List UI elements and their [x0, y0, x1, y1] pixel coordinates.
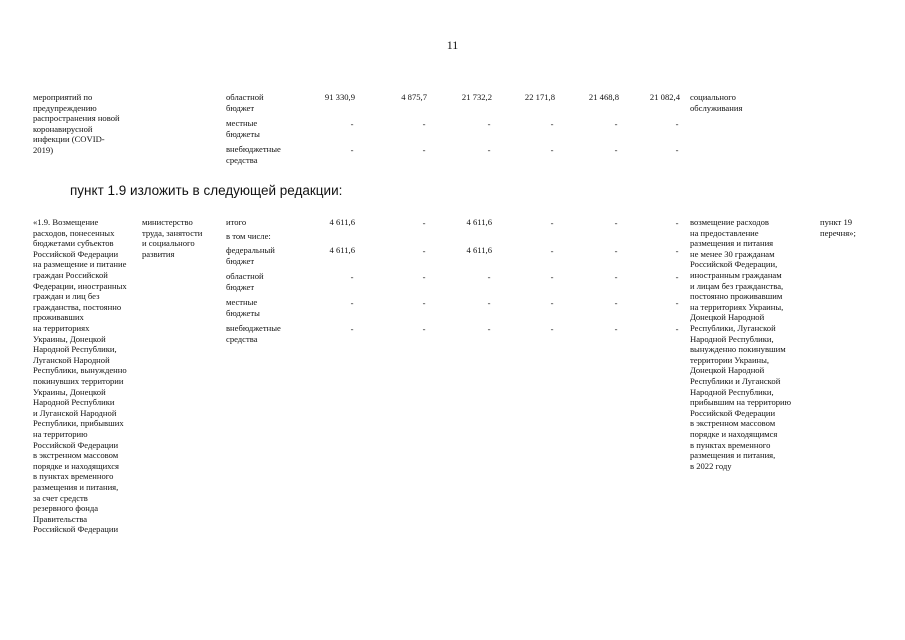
event-description-line: на размещение и питание — [33, 259, 127, 270]
table-cell-value: 22 171,8 — [524, 92, 555, 102]
table-cell-value: - — [550, 298, 554, 308]
expected-result-line: Российской Федерации, — [690, 259, 778, 270]
expected-result-line: Республики, Луганской — [690, 323, 776, 333]
table-cell-value: - — [614, 298, 618, 308]
expected-result-line: и лицам без гражданства, — [690, 280, 784, 291]
expected-result-line: вынужденно покинувшим — [690, 344, 786, 355]
event-description-line: на территорию — [33, 429, 88, 439]
executor-line: развития — [142, 248, 175, 259]
funding-source-line: бюджет — [226, 281, 255, 292]
event-description-line: граждан и лиц без — [33, 291, 100, 302]
expected-result-line: социального — [690, 92, 736, 102]
expected-result-line: иностранным гражданам — [690, 270, 782, 280]
table-cell-value: - — [422, 218, 426, 228]
event-description-line: покинувших территории — [33, 376, 124, 386]
table-cell-value: - — [675, 218, 679, 228]
event-description-line: коронавирусной — [33, 123, 93, 134]
event-description-line: Украины, Донецкой — [33, 386, 106, 397]
table-cell-value: - — [422, 324, 426, 334]
funding-source-line: итого — [226, 217, 247, 227]
funding-source-line: бюджеты — [226, 128, 260, 139]
event-description-line: Российской Федерации — [33, 248, 119, 259]
expected-result-line: не менее 30 гражданам — [690, 248, 775, 259]
event-description-line: Народной Республики, — [33, 344, 117, 355]
table-cell-value: - — [614, 119, 618, 129]
event-description-line: в экстренном массовом — [33, 450, 119, 461]
event-description-line: Народной Республики — [33, 397, 115, 408]
funding-source-line: в том числе: — [226, 231, 271, 241]
expected-result-line: постоянно проживавшим — [690, 291, 783, 302]
table-cell-value: - — [550, 119, 554, 129]
expected-result-line: размещения и питания — [690, 238, 774, 249]
event-description-line: 2019) — [33, 145, 54, 155]
funding-source-line: бюджеты — [226, 307, 260, 318]
table-cell-value: - — [422, 145, 426, 155]
expected-result-line: Народной Республики, — [690, 333, 774, 344]
event-description-line: Украины, Донецкой — [33, 333, 106, 344]
funding-source-line: бюджет — [226, 255, 255, 266]
funding-source-line: бюджет — [226, 102, 255, 113]
event-description-line: Республики, прибывших — [33, 418, 124, 429]
event-description-line: Федерации, иностранных — [33, 280, 127, 291]
event-description-line: и Луганской Народной — [33, 407, 117, 418]
event-description-line: за счет средств — [33, 492, 88, 503]
table-cell-value: - — [550, 272, 554, 282]
table-cell-value: - — [614, 218, 618, 228]
executor-line: и социального — [142, 238, 195, 249]
table-cell-value: 21 082,4 — [649, 92, 680, 102]
event-description-line: мероприятий по — [33, 92, 93, 102]
table-cell-value: - — [550, 246, 554, 256]
table-cell-value: - — [614, 145, 618, 155]
table-cell-value: - — [675, 145, 679, 155]
table-cell-value: - — [614, 272, 618, 282]
table-cell-value: - — [675, 246, 679, 256]
table-cell-value: - — [675, 324, 679, 334]
table-cell-value: - — [422, 119, 426, 129]
table-cell-value: - — [350, 324, 354, 334]
funding-source-line: местные — [226, 297, 258, 307]
expected-result-line: размещения и питания, — [690, 450, 776, 461]
event-description-line: проживавших — [33, 312, 84, 323]
funding-source-line: местные — [226, 118, 258, 128]
table-cell-value: 4 611,6 — [329, 245, 355, 255]
expected-result-line: возмещение расходов — [690, 217, 769, 227]
table-cell-value: - — [350, 119, 354, 129]
funding-source-line: внебюджетные — [226, 144, 281, 154]
event-description-line: Республики, вынужденно — [33, 365, 127, 376]
event-description-line: расходов, понесенных — [33, 227, 115, 238]
table-cell-value: - — [350, 298, 354, 308]
reference-line: пункт 19 — [820, 217, 853, 227]
expected-result-line: на предоставление — [690, 227, 759, 238]
event-description-line: гражданства, постоянно — [33, 301, 122, 312]
expected-result-line: территории Украины, — [690, 354, 770, 365]
table-cell-value: - — [487, 298, 491, 308]
funding-source-line: средства — [226, 333, 258, 344]
table-cell-value: - — [487, 145, 491, 155]
event-description-line: Луганской Народной — [33, 354, 110, 365]
expected-result-line: Республики и Луганской — [690, 376, 781, 386]
expected-result-line: Донецкой Народной — [690, 365, 765, 376]
table-cell-value: - — [422, 272, 426, 282]
table-cell-value: 4 611,6 — [466, 245, 492, 255]
table-cell-value: - — [422, 298, 426, 308]
event-description-line: Правительства — [33, 513, 88, 524]
expected-result-line: обслуживания — [690, 102, 743, 113]
event-description-line: резервного фонда — [33, 503, 99, 514]
page-number: 11 — [446, 38, 459, 52]
table-cell-value: - — [487, 272, 491, 282]
expected-result-line: Донецкой Народной — [690, 312, 765, 323]
event-description-line: Российской Федерации — [33, 439, 119, 450]
table-cell-value: 91 330,9 — [324, 92, 355, 102]
expected-result-line: в 2022 году — [690, 460, 732, 471]
table-cell-value: - — [675, 272, 679, 282]
table-cell-value: - — [550, 218, 554, 228]
funding-source-line: областной — [226, 92, 264, 102]
table-cell-value: - — [487, 324, 491, 334]
event-description-line: Российской Федерации — [33, 524, 119, 535]
table-cell-value: 4 611,6 — [466, 217, 492, 227]
funding-source-line: внебюджетные — [226, 323, 281, 333]
table-cell-value: - — [422, 246, 426, 256]
table-cell-value: - — [550, 145, 554, 155]
executor-line: труда, занятости — [142, 227, 203, 238]
table-cell-value: 21 468,8 — [588, 92, 619, 102]
expected-result-line: в пунктах временного — [690, 439, 771, 450]
table-cell-value: 4 875,7 — [401, 92, 427, 102]
table-cell-value: - — [350, 145, 354, 155]
section-heading: пункт 1.9 изложить в следующей редакции: — [70, 183, 343, 198]
table-cell-value: - — [614, 324, 618, 334]
expected-result-line: порядке и находящимся — [690, 429, 778, 439]
table-cell-value: 4 611,6 — [329, 217, 355, 227]
event-description-line: предупреждению — [33, 102, 97, 113]
table-cell-value: - — [675, 298, 679, 308]
event-description-line: в пунктах временного — [33, 471, 114, 482]
funding-source-line: федеральный — [226, 245, 275, 255]
table-cell-value: - — [487, 119, 491, 129]
event-description-line: размещения и питания, — [33, 482, 119, 492]
event-description-line: порядке и находящихся — [33, 460, 119, 471]
expected-result-line: Народной Республики, — [690, 386, 774, 397]
expected-result-line: на территориях Украины, — [690, 301, 784, 312]
reference-line: перечня»; — [820, 227, 856, 238]
expected-result-line: в экстренном массовом — [690, 418, 776, 429]
expected-result-line: Российской Федерации — [690, 407, 776, 418]
event-description-line: инфекции (COVID- — [33, 134, 105, 145]
table-cell-value: - — [614, 246, 618, 256]
event-description-line: на территориях — [33, 323, 90, 333]
funding-source-line: средства — [226, 154, 258, 165]
table-cell-value: - — [675, 119, 679, 129]
table-cell-value: - — [350, 272, 354, 282]
event-description-line: распространения новой — [33, 113, 120, 124]
table-cell-value: - — [550, 324, 554, 334]
executor-line: министерство — [142, 217, 193, 227]
event-description-line: граждан Российской — [33, 270, 108, 280]
expected-result-line: прибывшим на территорию — [690, 397, 792, 408]
event-description-line: бюджетами субъектов — [33, 238, 114, 249]
funding-source-line: областной — [226, 271, 264, 281]
event-description-line: «1.9. Возмещение — [33, 217, 99, 227]
table-cell-value: 21 732,2 — [461, 92, 492, 102]
